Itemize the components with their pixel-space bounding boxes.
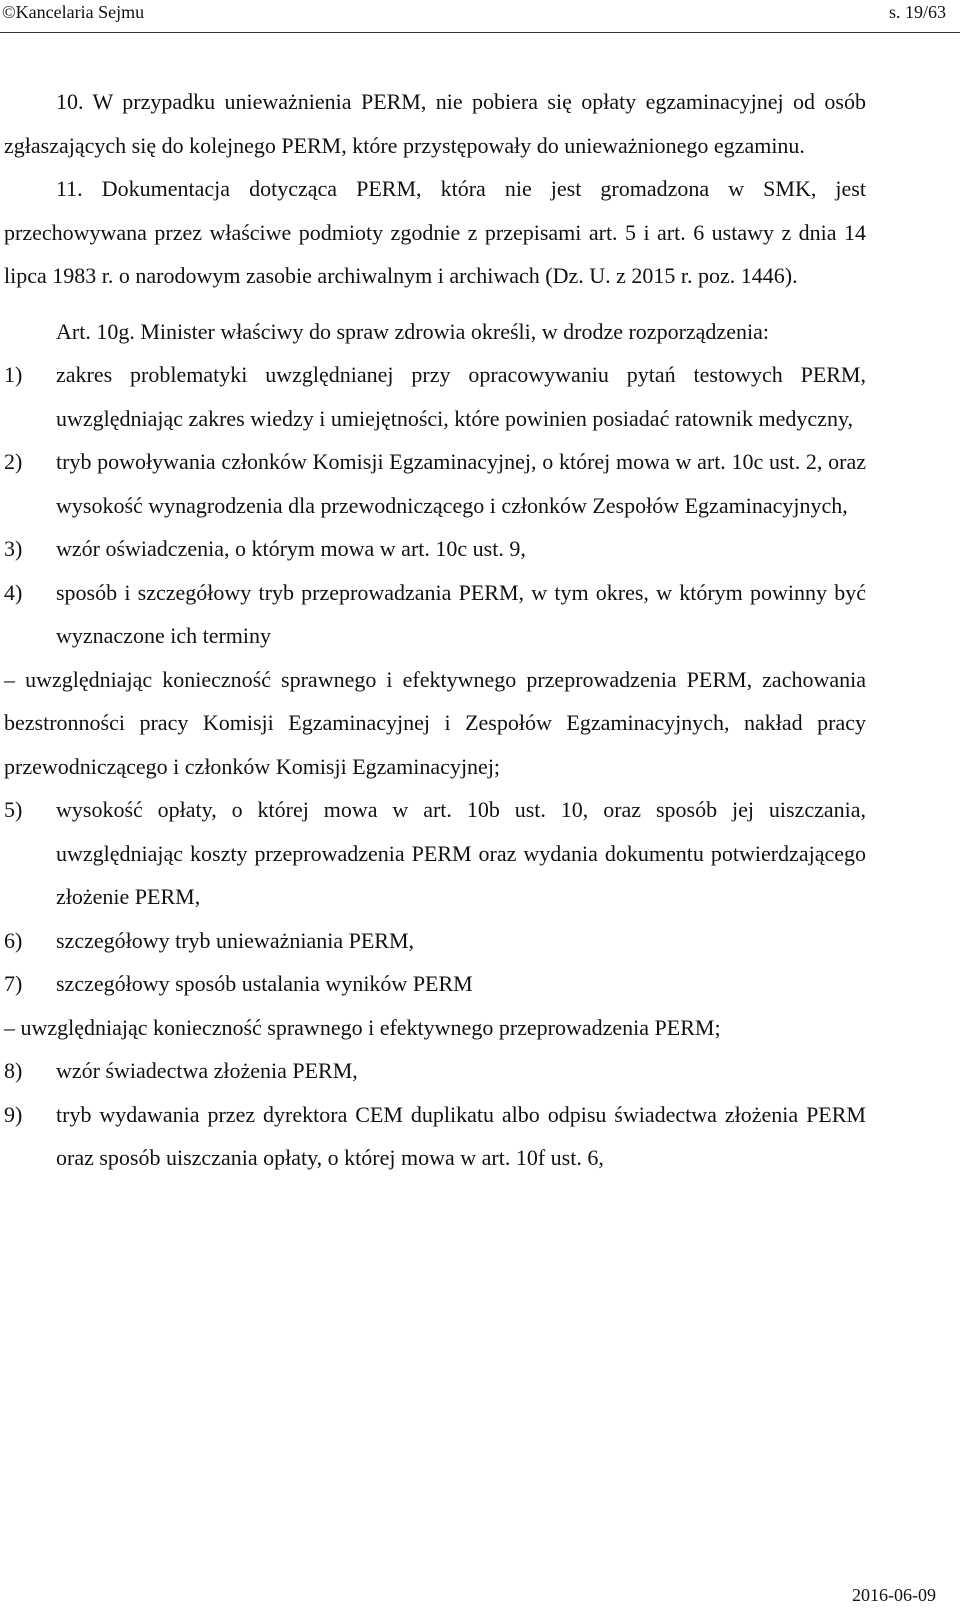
- item-text: wzór świadectwa złożenia PERM,: [56, 1058, 358, 1083]
- list-item: [4, 527, 866, 571]
- item-number: 9): [4, 1101, 23, 1127]
- source-label: ©Kancelaria Sejmu: [2, 2, 145, 22]
- item-number: 3): [4, 536, 23, 561]
- list-item: [4, 1093, 866, 1180]
- item-number: 2): [4, 449, 23, 474]
- document-body: [4, 80, 866, 1180]
- item-text: szczegółowy sposób ustalania wyników PERM: [56, 971, 473, 996]
- item-text: wzór oświadczenia, o którym mowa w art. 10c ust. 9,: [56, 536, 526, 561]
- item-number: 6): [4, 927, 23, 953]
- article-10g-intro: Art. 10g. Minister właściwy do spraw zdrowia określi, w drodze rozporządzenia:: [56, 318, 769, 344]
- list-item: [4, 919, 866, 963]
- list-item: [4, 440, 866, 527]
- list-item: [4, 788, 866, 919]
- list-item: [4, 1049, 866, 1093]
- page-header: [0, 0, 960, 33]
- item-text: wysokość opłaty, o której mowa w art. 10b ust. 10, oraz sposób jej uiszczania, uwzględniając koszty przeprowadzenia PERM oraz wydania dokumentu potwierdzającego złożenie PERM,: [56, 797, 866, 909]
- closing-clause-2: – uwzględniając konieczność sprawnego i efektywnego przeprowadzenia PERM;: [4, 1014, 721, 1040]
- document-date: 2016-06-09: [852, 1585, 936, 1605]
- item-number: 5): [4, 797, 23, 822]
- item-text: zakres problematyki uwzględnianej przy opracowywaniu pytań testowych PERM, uwzględniając zakres wiedzy i umiejętności, które powinien posiadać ratownik medyczny,: [56, 362, 866, 431]
- closing-clause-1: – uwzględniając konieczność sprawnego i efektywnego przeprowadzenia PERM, zachowania bezstronności pracy Komisji Egzaminacyjnej i Zespołów Egzaminacyjnych, nakład pracy przewodniczącego i członków Komisji Egzaminacyjnej;: [4, 666, 866, 779]
- item-text: tryb powoływania członków Komisji Egzaminacyjnej, o której mowa w art. 10c ust. 2, oraz wysokość wynagrodzenia dla przewodniczącego i członków Zespołów Egzaminacyjnych,: [56, 449, 866, 518]
- paragraph-10: 10. W przypadku unieważnienia PERM, nie pobiera się opłaty egzaminacyjnej od osób zgłaszających się do kolejnego PERM, które przystępowały do unieważnionego egzaminu.: [4, 89, 866, 158]
- item-text: tryb wydawania przez dyrektora CEM duplikatu albo odpisu świadectwa złożenia PERM oraz sposób uiszczania opłaty, o której mowa w art. 10f ust. 6,: [56, 1101, 866, 1170]
- list-item: [4, 353, 866, 440]
- item-number: 1): [4, 362, 23, 387]
- paragraph-11: 11. Dokumentacja dotycząca PERM, która nie jest gromadzona w SMK, jest przechowywana przez właściwe podmioty zgodnie z przepisami art. 5 i art. 6 ustawy z dnia 14 lipca 1983 r. o narodowym zasobie archiwalnym i archiwach (Dz. U. z 2015 r. poz. 1446).: [4, 176, 866, 288]
- page-number: s. 19/63: [888, 2, 946, 22]
- item-text: szczegółowy tryb unieważniania PERM,: [56, 927, 415, 953]
- item-number: 8): [4, 1058, 23, 1083]
- list-item: [4, 571, 866, 658]
- item-number: 7): [4, 971, 23, 996]
- item-text: sposób i szczegółowy tryb przeprowadzania PERM, w tym okres, w którym powinny być wyznaczone ich terminy: [56, 579, 866, 648]
- item-number: 4): [4, 579, 23, 605]
- list-item: [4, 962, 866, 1006]
